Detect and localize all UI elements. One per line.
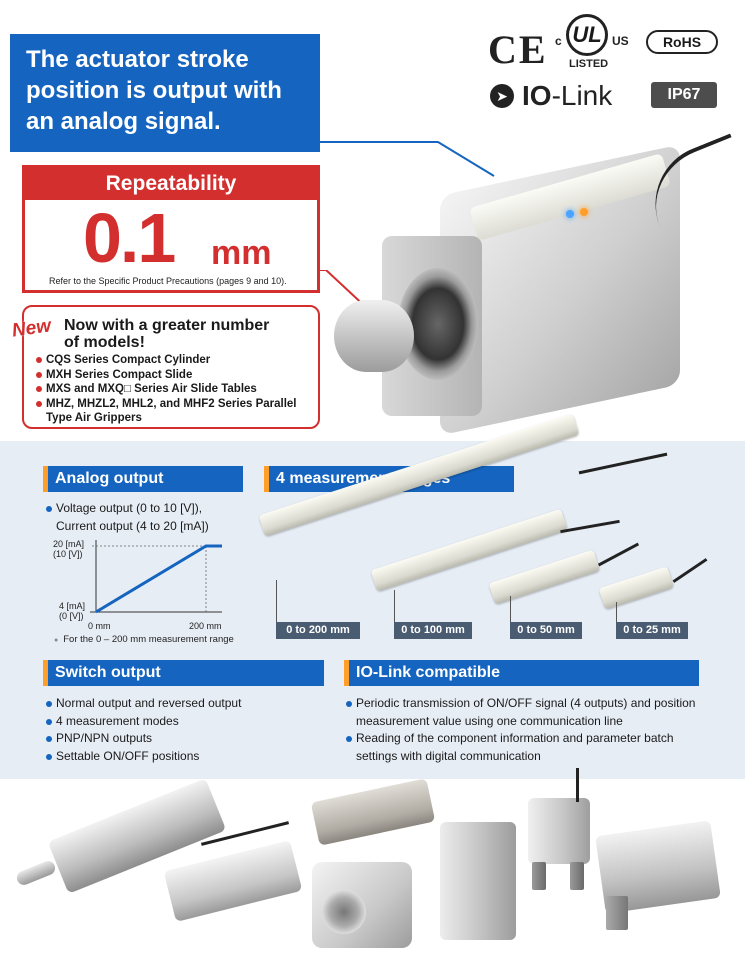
list-item: Normal output and reversed output [46,695,241,713]
leader-line [616,602,617,622]
new-models-box [22,305,320,429]
leader-line [510,596,511,622]
list-item: CQS Series Compact Cylinder [36,353,297,368]
cylinder-rod-end-image [15,859,57,887]
graph-x-left-label: 0 mm [88,621,111,631]
graph-y-top-label [53,539,84,559]
air-slide-table-image [311,778,436,846]
new-models-title [64,317,269,351]
iolink-rest: -Link [551,80,613,111]
ul-us-label: US [612,34,629,48]
list-item: Voltage output (0 to 10 [V]), [46,500,209,518]
leader-line [276,580,277,622]
headline-line-1: The actuator stroke [26,46,249,73]
iolink-heading: IO-Link compatible [344,660,699,686]
list-item: Periodic transmission of ON/OFF signal (4 outputs) and position [346,695,695,713]
headline-line-3: an analog signal. [26,108,221,135]
repeatability-note: Refer to the Specific Product Precautions (pages 9 and 10). [49,276,287,286]
list-item: 4 measurement modes [46,713,241,731]
list-item: PNP/NPN outputs [46,730,241,748]
switch-output-heading: Switch output [43,660,324,686]
graph-y-bottom-label [59,601,85,621]
list-item-continuation: settings with digital communication [356,748,541,763]
cable-image [576,768,579,802]
graph-y-bottom-line-2: (0 [V]) [59,611,84,621]
iolink-logo-text [522,80,612,112]
list-item: Reading of the component information and parameter batch [346,730,695,748]
list-item-continuation: measurement value using one communication line [356,713,623,728]
orange-led-icon [580,208,588,216]
iolink-bullets [346,695,695,765]
list-item: MXH Series Compact Slide [36,368,297,383]
blue-led-icon [566,210,574,218]
ul-c-label: c [555,34,562,48]
new-models-title-line-2: of models! [64,334,145,351]
iolink-bold: IO [522,80,552,111]
new-badge: New [10,315,53,342]
gripper-finger-image [532,862,546,890]
repeatability-box [22,165,320,293]
graph-y-bottom-line-1: 4 [mA] [59,601,86,611]
new-models-title-line-1: Now with a greater number [64,317,270,334]
switch-output-bullets [46,695,241,765]
range-badge-200: 0 to 200 mm [276,622,360,639]
list-item: MXS and MXQ□ Series Air Slide Tables [36,382,297,397]
cylinder-rod-image [334,300,414,372]
repeatability-title: Repeatability [25,168,317,200]
ul-mark: UL [566,14,608,56]
list-item: MHZ, MHZL2, MHL2, and MHF2 Series Parallel [36,397,297,412]
repeatability-unit: mm [211,234,272,272]
gripper-finger-image [570,862,584,890]
ul-listed-label: LISTED [569,58,609,70]
compact-slide-vertical-image [440,822,516,940]
callout-line [318,140,498,180]
measurement-ranges-heading: 4 measurement ranges [264,466,514,492]
compact-cylinder-face-image [322,890,366,934]
list-item-continuation: Current output (4 to 20 [mA]) [56,518,209,533]
graph-y-top-line-1: 20 [mA] [53,539,85,549]
graph-x-right-label: 200 mm [189,621,222,631]
parallel-gripper-image [528,798,590,864]
range-badge-50: 0 to 50 mm [510,622,582,639]
graph-note: ● For the 0 – 200 mm measurement range [54,634,234,645]
list-item-continuation: Type Air Grippers [46,412,142,424]
range-badge-25: 0 to 25 mm [616,622,688,639]
headline-box [10,34,320,152]
analog-output-heading: Analog output [43,466,243,492]
graph-output-line [96,546,222,612]
ce-mark: CE [488,27,548,72]
ip67-badge: IP67 [651,82,717,108]
new-models-list [36,353,297,426]
range-badge-100: 0 to 100 mm [394,622,472,639]
compact-slide-image [164,840,303,922]
leader-line [394,590,395,622]
gripper-finger-image [606,896,628,930]
repeatability-value: 0.1 [83,199,175,277]
graph-y-top-line-2: (10 [V]) [53,549,83,559]
list-item: Settable ON/OFF positions [46,748,241,766]
iolink-logo-icon: ➤ [490,84,514,108]
headline-line-2: position is output with [26,77,282,104]
rohs-badge: RoHS [646,30,718,54]
